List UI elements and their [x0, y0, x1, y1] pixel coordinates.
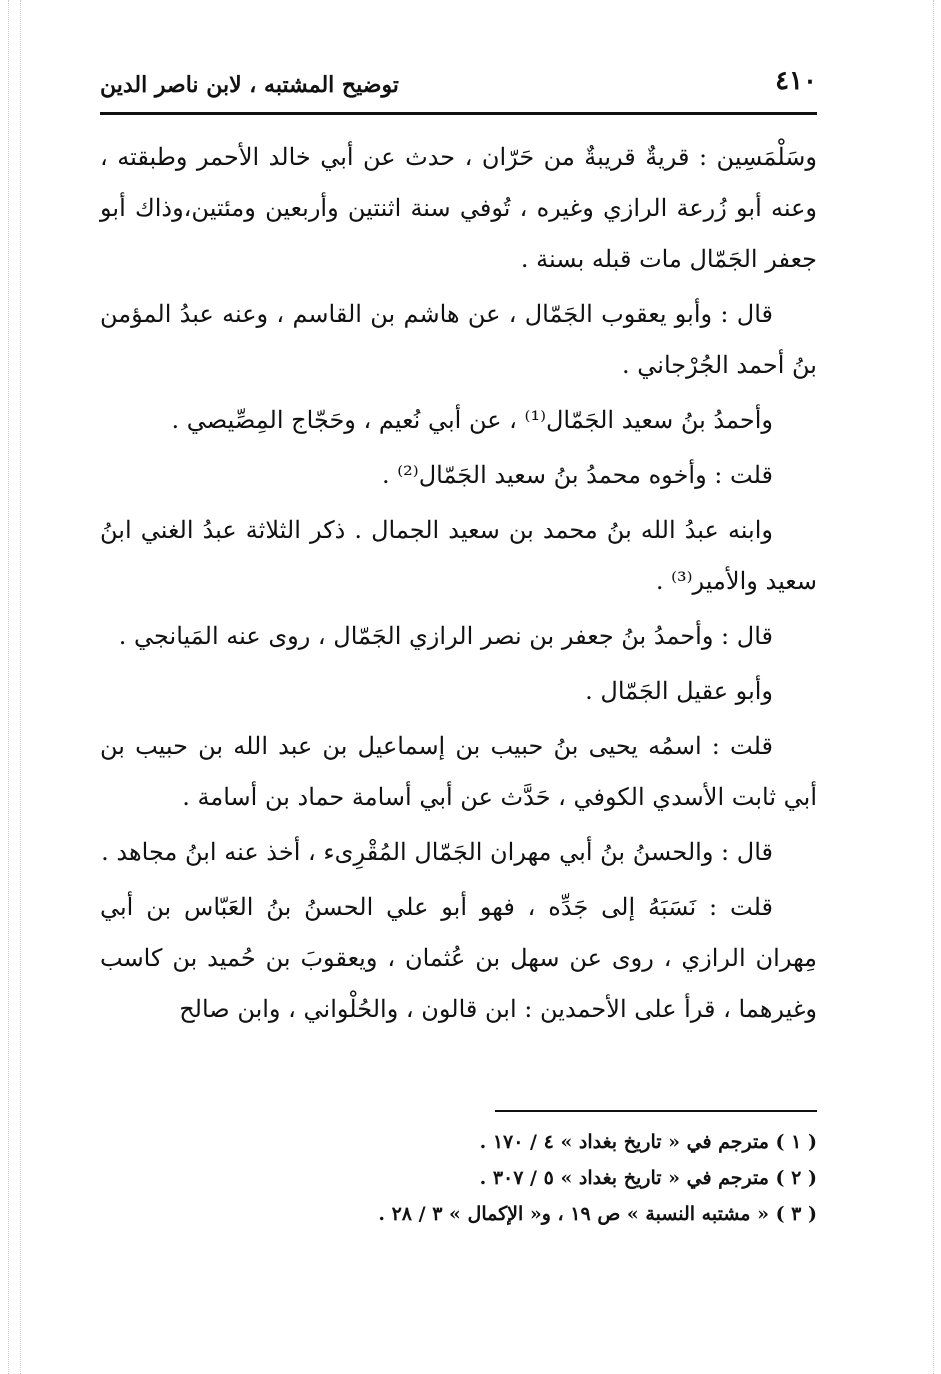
footnotes	[100, 1124, 817, 1232]
footnote: ( ٢ ) مترجم في « تاريخ بغداد » ٥ / ٣٠٧ .	[479, 1167, 817, 1189]
paragraph: وأحمدُ بنُ سعيد الجَمّال⁽¹⁾ ، عن أبي نُعيم ، وحَجّاج المِصِّيصي .	[171, 406, 773, 434]
paragraph: قال : وأحمدُ بنُ جعفر بن نصر الرازي الجَمّال ، روى عنه المَيانجي .	[118, 622, 773, 650]
running-title: توضيح المشتبه ، لابن ناصر الدين	[100, 72, 399, 98]
page-header	[100, 66, 817, 110]
paragraph: قلت : اسمُه يحيى بنُ حبيب بن إسماعيل بن عبد الله بن حبيب بن أبي ثابت الأسدي الكوفي ، حَدَّث عن أبي أسامة حماد بن أسامة .	[100, 732, 817, 811]
paragraph: قلت : وأخوه محمدُ بنُ سعيد الجَمّال⁽²⁾ .	[382, 461, 773, 489]
footnote: ( ٣ ) « مشتبه النسبة » ص ١٩ ، و« الإكمال » ٣ / ٢٨ .	[378, 1203, 817, 1225]
paragraph: وابنه عبدُ الله بنُ محمد بن سعيد الجمال . ذكر الثلاثة عبدُ الغني ابنُ سعيد والأمير⁽³⁾ .	[100, 516, 817, 595]
footnote-separator	[495, 1110, 817, 1112]
paragraph: قلت : نَسَبَهُ إلى جَدِّه ، فهو أبو علي الحسنُ بنُ العَبّاس بن أبي مِهران الرازي ، روى عن سهل بن عُثمان ، ويعقوبَ بن حُميد بن كاسب وغيرهما ، قرأ على الأحمدين : ابن قالون ، والحُلْواني ، وابن صالح	[100, 893, 817, 1023]
scan-edge-line-left-inner	[20, 0, 21, 1374]
paragraph: قال : وأبو يعقوب الجَمّال ، عن هاشم بن القاسم ، وعنه عبدُ المؤمن بنُ أحمد الجُرْجاني .	[100, 300, 817, 379]
footnote: ( ١ ) مترجم في « تاريخ بغداد » ٤ / ١٧٠ .	[479, 1131, 817, 1153]
paragraph: قال : والحسنُ بنُ أبي مهران الجَمّال المُقْرِىء ، أخذ عنه ابنُ مجاهد .	[101, 838, 773, 866]
page-number: ٤١٠	[775, 66, 817, 96]
scan-edge-line-left	[8, 0, 9, 1374]
scan-edge-line-right	[933, 0, 934, 1374]
header-rule	[100, 112, 817, 115]
main-text	[100, 132, 817, 1039]
paragraph: وسَلْمَسِين : قريةٌ قريبةٌ من حَرّان ، حدث عن أبي خالد الأحمر وطبقته ، وعنه أبو زُرعة الرازي وغيره ، تُوفي سنة اثنتين وأربعين ومئتين،وذاك أبو جعفر الجَمّال مات قبله بسنة .	[100, 143, 817, 273]
paragraph: وأبو عقيل الجَمّال .	[585, 677, 773, 705]
